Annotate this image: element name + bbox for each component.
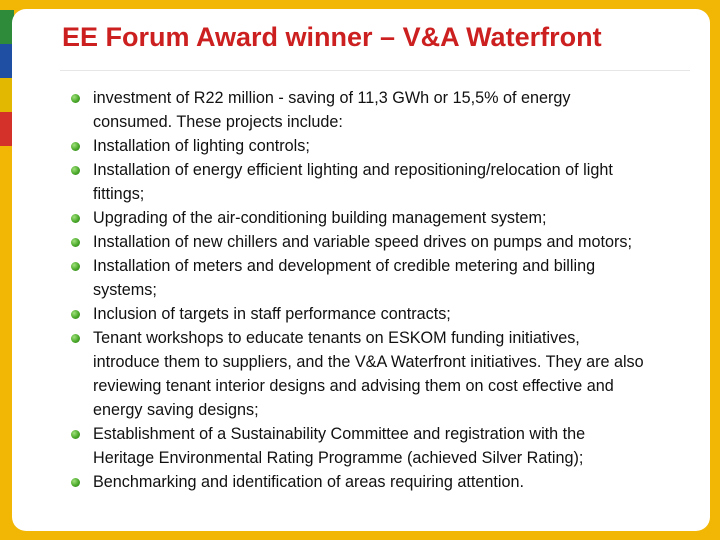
bullet-item xyxy=(70,206,650,230)
bullet-text: Installation of energy efficient lighting and repositioning/relocation of light fittings; xyxy=(93,161,613,203)
bullet-text: Inclusion of targets in staff performance contracts; xyxy=(93,305,451,323)
bullet-list xyxy=(70,86,650,494)
bullet-item xyxy=(70,326,650,422)
bullet-text: Installation of meters and development of credible metering and billing systems; xyxy=(93,257,596,299)
bullet-dot-icon xyxy=(71,334,80,343)
bullet-text: Benchmarking and identification of areas requiring attention. xyxy=(93,473,525,491)
bullet-text: Installation of lighting controls; xyxy=(93,137,310,155)
bullet-dot-icon xyxy=(71,430,80,439)
bullet-text: Establishment of a Sustainability Committee and registration with the Heritage Environmental Rating Programme (achieved Silver Rating); xyxy=(93,425,586,467)
bullet-dot-icon xyxy=(71,262,80,271)
bullet-dot-icon xyxy=(71,94,80,103)
bullet-item xyxy=(70,230,650,254)
bullet-dot-icon xyxy=(71,214,80,223)
slide-title: EE Forum Award winner – V&A Waterfront xyxy=(62,22,602,52)
bullet-item xyxy=(70,134,650,158)
bullet-dot-icon xyxy=(71,238,80,247)
bullet-dot-icon xyxy=(71,142,80,151)
bullet-dot-icon xyxy=(71,166,80,175)
bullet-item xyxy=(70,254,650,302)
bullet-item xyxy=(70,422,650,470)
bullet-item xyxy=(70,302,650,326)
bullet-text: Upgrading of the air-conditioning building management system; xyxy=(93,209,547,227)
title-divider xyxy=(60,70,690,71)
bullet-dot-icon xyxy=(71,478,80,487)
bullet-text: investment of R22 million - saving of 11,3 GWh or 15,5% of energy consumed. These projects include: xyxy=(93,89,571,131)
bullet-text: Tenant workshops to educate tenants on ESKOM funding initiatives, introduce them to suppliers, and the V&A Waterfront initiatives. They are also reviewing tenant interior designs and advising them on cost effective and energy saving designs; xyxy=(93,329,644,419)
bullet-item xyxy=(70,86,650,134)
bullet-item xyxy=(70,158,650,206)
bullet-item xyxy=(70,470,650,494)
bullet-text: Installation of new chillers and variable speed drives on pumps and motors; xyxy=(93,233,632,251)
bullet-dot-icon xyxy=(71,310,80,319)
